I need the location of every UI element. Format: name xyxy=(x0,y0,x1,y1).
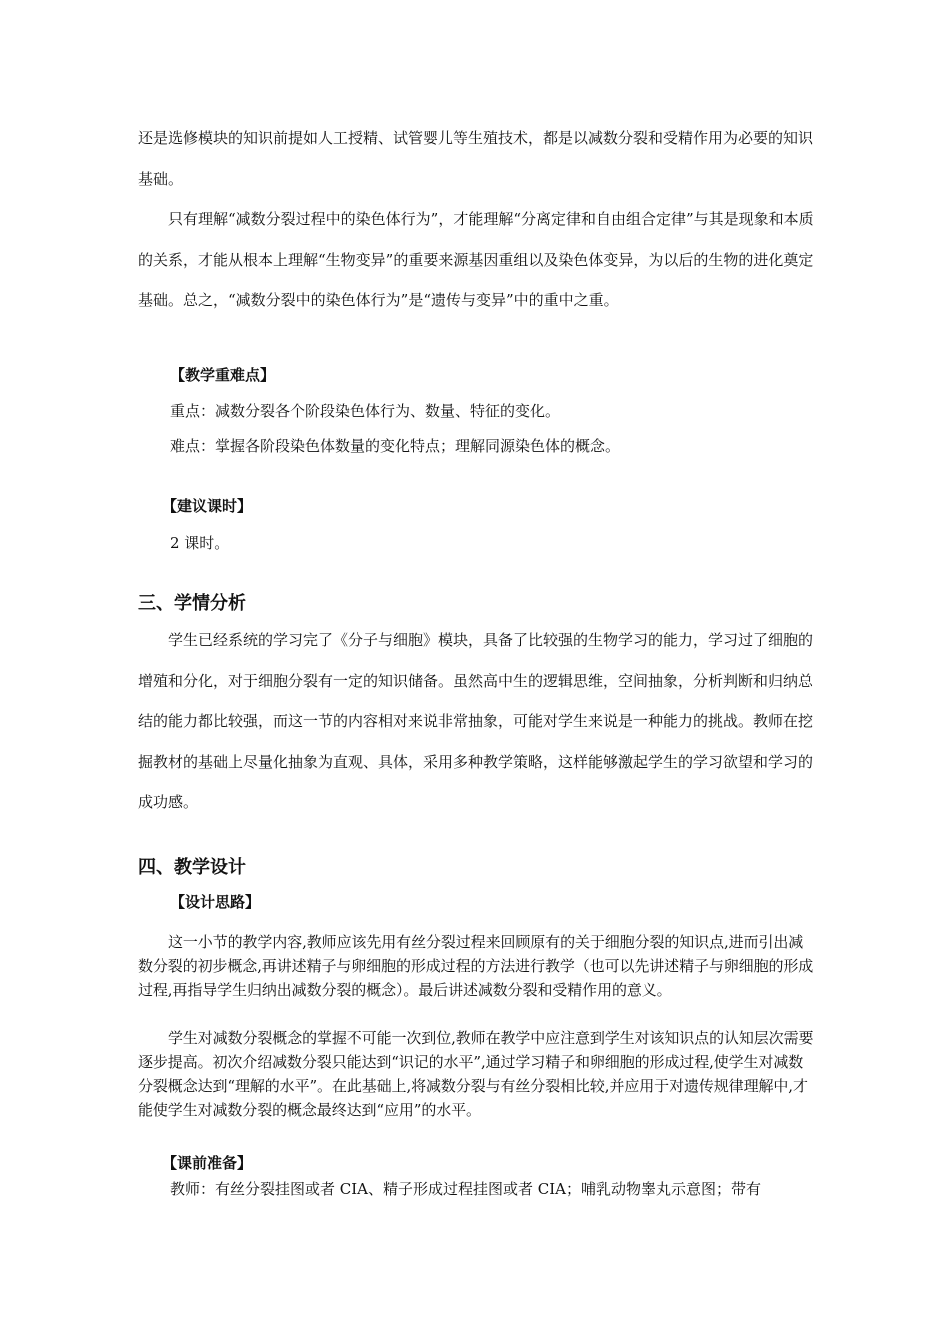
suggested-hours-label: 【建议课时】 xyxy=(162,497,253,515)
preparation-text: 教师：有丝分裂挂图或者 CIA、精子形成过程挂图或者 CIA；哺乳动物睾丸示意图；带有 xyxy=(170,1180,762,1198)
key-points-label: 【教学重难点】 xyxy=(170,366,276,384)
preparation-label: 【课前准备】 xyxy=(162,1154,253,1172)
section-3-title: 三、学情分析 xyxy=(138,593,246,614)
section-4-title: 四、教学设计 xyxy=(138,857,246,878)
design-paragraph-2: 学生对减数分裂概念的掌握不可能一次到位,教师在教学中应注意到学生对该知识点的认知层次需要逐步提高。初次介绍减数分裂只能达到“识记的水平”,通过学习精子和卵细胞的形成过程,使学生对减数分裂概念达到“理解的水平”。在此基础上,将减数分裂与有丝分裂相比较,并应用于对遗传规律理解中,才能使学生对减数分裂的概念最终达到“应用”的水平。 xyxy=(138,1029,814,1119)
intro-paragraph: 还是选修模块的知识前提如人工授精、试管婴儿等生殖技术，都是以减数分裂和受精作用为必要的知识基础。 xyxy=(138,129,814,188)
design-paragraph-1: 这一小节的教学内容,教师应该先用有丝分裂过程来回顾原有的关于细胞分裂的知识点,进而引出减数分裂的初步概念,再讲述精子与卵细胞的形成过程的方法进行教学（也可以先讲述精子与卵细胞的形成过程,再指导学生归纳出减数分裂的概念）。最后讲述减数分裂和受精作用的意义。 xyxy=(138,933,814,999)
suggested-hours-text: 2 课时。 xyxy=(170,534,230,552)
design-idea-label: 【设计思路】 xyxy=(170,893,261,911)
difficult-point-text: 难点：掌握各阶段染色体数量的变化特点；理解同源染色体的概念。 xyxy=(170,437,621,455)
student-analysis-paragraph: 学生已经系统的学习完了《分子与细胞》模块，具备了比较强的生物学习的能力，学习过了细胞的增殖和分化，对于细胞分裂有一定的知识储备。虽然高中生的逻辑思维，空间抽象，分析判断和归纳总结的能力都比较强，而这一节的内容相对来说非常抽象，可能对学生来说是一种能力的挑战。教师在挖掘教材的基础上尽量化抽象为直观、具体，采用多种教学策略，这样能够激起学生的学习欲望和学习的成功感。 xyxy=(138,631,814,811)
chromosome-behavior-paragraph: 只有理解“减数分裂过程中的染色体行为”，才能理解“分离定律和自由组合定律”与其是现象和本质的关系，才能从根本上理解“生物变异”的重要来源基因重组以及染色体变异，为以后的生物的进化奠定基础。总之，“减数分裂中的染色体行为”是“遗传与变异”中的重中之重。 xyxy=(138,210,814,309)
key-point-text: 重点：减数分裂各个阶段染色体行为、数量、特征的变化。 xyxy=(170,402,561,420)
